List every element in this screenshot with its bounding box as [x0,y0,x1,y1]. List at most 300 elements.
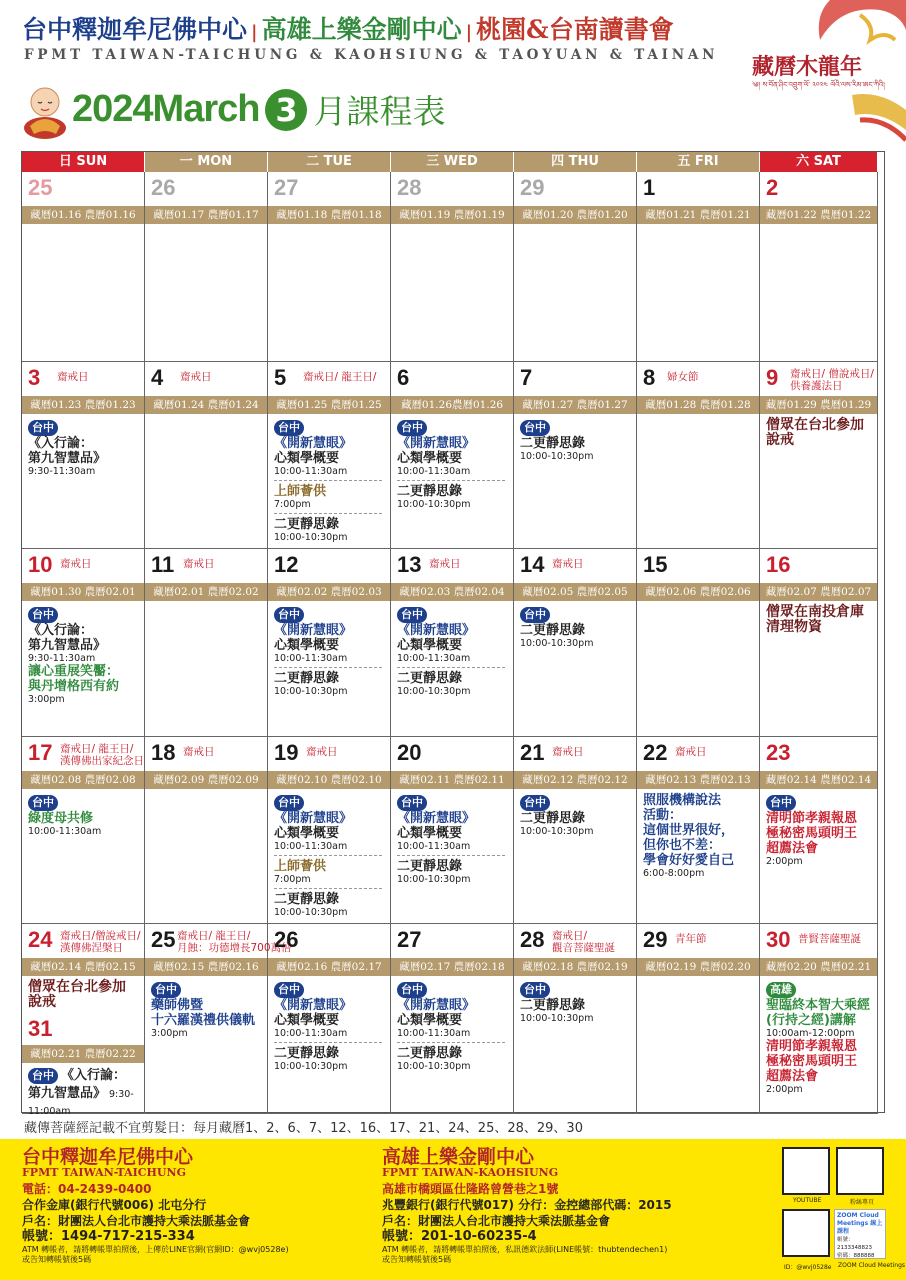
event-block [766,980,874,1095]
event-text: 10:00-10:30pm [274,532,348,543]
location-badge: 台中 [520,795,550,811]
event-text: 僧眾在台北參加說戒 [766,417,864,448]
separator: | [465,22,473,43]
event-text: 第九智慧品》 [28,451,107,466]
taichung-info [22,1146,289,1265]
day-number: 15 [643,552,668,577]
event-text: 10:00am-12:00pm [766,1028,855,1039]
event-text: 二更靜思錄 [520,436,586,451]
location-row [397,418,512,436]
day-cell[interactable] [145,737,268,924]
kaohsiung-info [382,1146,672,1265]
day-cell[interactable] [514,172,637,362]
kaohsiung-center-name: 高雄上樂金剛中心 [261,15,462,44]
holiday-note-line: 齋戒日/ 龍王日/ [177,930,251,942]
event-text: 10:00-11:30am [274,841,348,852]
day-number: 21 [520,740,545,765]
event-text: 10:00-10:30pm [274,686,348,697]
holiday-note [675,746,707,758]
holiday-note-line: 齋戒日 [60,558,92,570]
holiday-note-line: 齋戒日 [552,558,584,570]
event-text: 活動： [643,808,683,823]
day-cell[interactable] [514,549,637,737]
holiday-note-line: 漢傳佛出家紀念日 [60,755,144,767]
holiday-note-line: 齋戒日 [183,746,215,758]
event-block [274,605,389,697]
event-time: 9:30-11:00am [28,1089,134,1117]
day-cell[interactable] [22,549,145,737]
event-block [766,605,871,635]
divider [274,1042,382,1043]
day-number: 26 [151,175,176,200]
kaohsiung-note-2: 或告知轉帳號後5碼 [382,1255,452,1264]
event-text: 二更靜思錄 [520,811,586,826]
day-cell[interactable] [391,172,514,362]
event-text: 二更靜思錄 [397,484,463,499]
holiday-note [675,933,707,945]
event-text: 《開新慧眼》 [274,811,353,826]
event-text: 10:00-10:30pm [397,686,471,697]
lunar-date: 藏曆02.02 農曆02.03 [268,583,390,601]
event-text: 9:30-11:30am [28,466,96,477]
day-cell[interactable] [760,924,878,1114]
day-number: 25 [28,175,53,200]
day-number: 7 [520,365,533,390]
day-number: 31 [28,1016,53,1041]
event-text: 2:00pm [766,1084,803,1095]
event-text: 上師薈供 [274,484,327,499]
lunar-date: 藏曆01.29 農曆01.29 [760,396,877,414]
day-number: 30 [766,927,791,952]
day-number: 2 [766,175,779,200]
lunar-date: 藏曆02.10 農曆02.10 [268,771,390,789]
day-cell[interactable] [514,924,637,1114]
taichung-account-name: 戶名：財團法人台北市護持大乘法脈基金會 [22,1214,251,1228]
location-badge: 高雄 [766,982,796,998]
divider [274,855,382,856]
event-text: 極秘密馬頭明王 [766,826,858,841]
event-text: 10:00-10:30pm [274,1061,348,1072]
day-cell[interactable] [391,549,514,737]
event-text: 6:00-8:00pm [643,868,705,879]
lunar-date: 藏曆02.13 農曆02.13 [637,771,759,789]
lunar-date: 藏曆02.07 農曆02.07 [760,583,877,601]
holiday-note-line: 齋戒日/ 龍王日/ [60,743,134,755]
holiday-note-line: 婦女節 [667,371,699,383]
day-cell[interactable] [637,362,760,549]
event-text: 10:00-11:30am [274,466,348,477]
location-badge: 台中 [397,607,427,623]
location-row [274,793,389,811]
day-number: 4 [151,365,164,390]
event-line [28,1084,143,1117]
day-cell[interactable] [391,737,514,924]
event-text: 10:00-11:30am [397,841,471,852]
holiday-note-line: 齋戒日 [57,371,89,383]
location-row [520,605,635,623]
event-text: 超薦法會 [766,1069,819,1084]
event-text: 學會好好愛自己 [643,853,735,868]
event-block [28,793,143,837]
event-text: 《入行論： [28,623,94,638]
location-badge: 台中 [28,420,58,436]
location-row [766,980,874,998]
event-block [397,418,512,510]
taichung-note: ATM 轉帳者，請將轉帳單拍照後，上傳於LINE官網(官網ID：@wvj0528e) [22,1245,289,1254]
event-text: 清明節孝親報恩 [766,811,858,826]
event-text: 10:00-10:30pm [274,907,348,918]
lunar-date: 藏曆02.08 農曆02.08 [22,771,144,789]
event-text: 聖臨終本智大乘經 [766,998,871,1013]
lunar-date: 藏曆01.24 農曆01.24 [145,396,267,414]
event-text: (行持之經)講解 [766,1013,856,1028]
day-number: 10 [28,552,53,577]
youtube-label: YOUTUBE [793,1197,822,1204]
event-text: 《入行論： [61,1068,127,1083]
event-text: 10:00-11:30am [397,653,471,664]
day-number: 23 [766,740,791,765]
taichung-account: 帳號：1494-717-215-334 [22,1229,195,1244]
event-block [520,605,635,649]
lunar-date: 藏曆02.19 農曆02.20 [637,958,759,976]
event-text: 二更靜思錄 [520,998,586,1013]
day-cell[interactable] [268,737,391,924]
event-block [274,980,389,1072]
lunar-date: 藏曆02.20 農曆02.21 [760,958,877,976]
divider [274,480,382,481]
location-row [397,793,512,811]
event-text: 二更靜思錄 [274,517,340,532]
event-text: 3:00pm [151,1028,188,1039]
location-badge: 台中 [397,420,427,436]
holiday-note [798,933,861,945]
lunar-date: 藏曆01.22 農曆01.22 [760,206,877,224]
location-badge: 台中 [28,1068,58,1084]
event-block [520,980,635,1024]
event-text: 10:00-10:30pm [397,499,471,510]
event-text: 心類學概要 [274,826,340,841]
calendar-grid [21,151,885,1117]
day-cell[interactable] [760,549,878,737]
holiday-note [552,930,615,954]
day-number: 27 [274,175,299,200]
month-circle: 3 [265,89,307,131]
event-text: 心類學概要 [274,1013,340,1028]
event-text: 《開新慧眼》 [274,623,353,638]
kaohsiung-account-name: 戶名：財團法人台北市護持大乘法脈基金會 [382,1214,611,1228]
event-text: 二更靜思錄 [274,671,340,686]
event-text: 10:00-10:30pm [397,1061,471,1072]
event-text: 十六羅漢禮供儀軌 [151,1013,256,1028]
location-row [28,1066,143,1084]
weekday-header: 一 MON [145,152,268,172]
day-cell[interactable] [391,362,514,549]
day-number: 8 [643,365,656,390]
event-text: 10:00-11:30am [397,1028,471,1039]
kaohsiung-address: 高雄市橋頭區仕隆路曾營巷之1號 [382,1182,559,1196]
location-badge: 台中 [274,795,304,811]
line-qr-icon[interactable] [782,1209,830,1257]
day-number: 29 [643,927,668,952]
event-text: 二更靜思錄 [520,623,586,638]
event-text: 心類學概要 [274,638,340,653]
english-names: FPMT TAIWAN-TAICHUNG & KAOHSIUNG & TAOYUAN & TAINAN [24,47,719,63]
event-text: 3:00pm [28,694,65,705]
event-text: 超薦法會 [766,841,819,856]
monk-icon [22,82,68,140]
holiday-note [790,368,874,392]
holiday-note [552,558,584,570]
location-row [274,980,389,998]
lunar-date: 藏曆02.11 農曆02.11 [391,771,513,789]
tibetan-script: ༄། ས་བོན་ཤིང་འབྲུག་ལོ་ ༢༠༢༤ ལོའི་ལས་རིམ་ཨང་ཀིའི། [752,81,885,89]
day-cell[interactable] [22,737,145,924]
day-cell[interactable] [637,737,760,924]
day-cell[interactable] [268,924,391,1114]
day-cell[interactable] [268,172,391,362]
day-cell[interactable] [22,924,145,1117]
lunar-date: 藏曆01.21 農曆01.21 [637,206,759,224]
holiday-note-line: 齋戒日 [180,371,212,383]
divider [397,667,505,668]
day-cell[interactable] [760,737,878,924]
event-text: 照服機構說法 [643,793,722,808]
day-number: 11 [151,552,175,577]
holiday-note-line: 齋戒日 [675,746,707,758]
event-text: 《入行論： [28,436,94,451]
event-text: 與丹增格西有約 [28,679,120,694]
location-badge: 台中 [274,420,304,436]
event-text: 藥師佛暨 [151,998,204,1013]
location-badge: 台中 [28,795,58,811]
zoom-label: ZOOM Cloud Meetings [838,1262,906,1269]
kaohsiung-account: 帳號：201-10-60235-4 [382,1229,537,1244]
event-text: 極秘密馬頭明王 [766,1054,858,1069]
location-badge: 台中 [274,982,304,998]
day-cell[interactable] [514,362,637,549]
day-number: 18 [151,740,176,765]
lunar-date: 藏曆02.21 農曆02.22 [22,1045,144,1063]
holiday-note [60,743,144,767]
day-number: 1 [643,175,656,200]
location-badge: 台中 [397,982,427,998]
holiday-note [60,558,92,570]
holiday-note [183,746,215,758]
location-row [274,418,389,436]
holiday-note-line: 齋戒日 [306,746,338,758]
zoom-password: 密碼：888888 [837,1253,875,1259]
divider [397,855,505,856]
day-number: 22 [643,740,668,765]
lunar-date: 藏曆01.26農曆01.26 [391,396,513,414]
taichung-note-2: 或告知轉帳號後5碼 [22,1255,92,1264]
holiday-note [303,371,376,383]
event-text: 《開新慧眼》 [274,436,353,451]
event-text: 《開新慧眼》 [397,623,476,638]
day-number: 14 [520,552,545,577]
holiday-note-line: 齋戒日/ [552,930,588,942]
lunar-date: 藏曆01.19 農曆01.19 [391,206,513,224]
day-number: 3 [28,365,41,390]
lunar-date: 藏曆01.30 農曆02.01 [22,583,144,601]
event-text: 心類學概要 [397,826,463,841]
lunar-date: 藏曆01.27 農曆01.27 [514,396,636,414]
event-text: 10:00-11:30am [274,1028,348,1039]
day-cell[interactable] [637,172,760,362]
zoom-id: 帳號：2133348823 [837,1237,872,1251]
event-block [274,793,389,918]
divider [397,1042,505,1043]
day-cell[interactable] [145,172,268,362]
day-number: 13 [397,552,422,577]
day-cell[interactable] [637,924,760,1114]
event-text: 上師薈供 [274,859,327,874]
location-row [28,793,143,811]
day-cell[interactable] [268,362,391,549]
event-text: 心類學概要 [397,451,463,466]
location-badge: 台中 [397,795,427,811]
location-badge: 台中 [520,982,550,998]
holiday-note-line: 齋戒日 [429,558,461,570]
kaohsiung-english: FPMT TAIWAN-KAOHSIUNG [382,1166,559,1179]
day-cell[interactable] [268,549,391,737]
lunar-date: 藏曆02.01 農曆02.02 [145,583,267,601]
location-row [397,980,512,998]
event-text: 7:00pm [274,874,311,885]
divider [274,513,382,514]
facebook-label: 粉絲專頁 [850,1199,875,1206]
event-text: 10:00-10:30pm [520,451,594,462]
footer [0,1139,906,1280]
day-cell[interactable] [145,362,268,549]
event-block [397,605,512,697]
weekday-header: 四 THU [514,152,637,172]
event-block [520,418,635,462]
holiday-note-line: 普賢菩薩聖誕 [798,933,861,945]
reading-group-name: 桃園&台南讀書會 [476,15,674,44]
location-row [766,793,874,811]
event-block [643,793,758,879]
holiday-note-line: 月蝕：功德增長700萬倍 [177,942,292,954]
location-row [28,605,143,623]
lunar-date: 藏曆02.14 農曆02.14 [760,771,877,789]
holiday-note-line: 觀音菩薩聖誕 [552,942,615,954]
lunar-date: 藏曆02.06 農曆02.06 [637,583,759,601]
event-text: 讓心重展笑靨： [28,664,120,679]
holiday-note-line: 漢傳佛涅槃日 [60,942,123,954]
day-number: 19 [274,740,299,765]
taichung-phone: 電話：04-2439-0400 [22,1182,152,1196]
day-number: 27 [397,927,422,952]
event-block [766,418,871,448]
lunar-date: 藏曆01.17 農曆01.17 [145,206,267,224]
taichung-center-name: 台中釋迦牟尼佛中心 [22,15,248,44]
day-cell[interactable] [637,549,760,737]
event-text: 10:00-11:30am [397,466,471,477]
event-block [766,793,874,867]
event-text: 7:00pm [274,499,311,510]
holiday-note-line: 齋戒日 [183,558,215,570]
event-block [151,980,266,1039]
location-row [397,605,512,623]
holiday-note-line: 青年節 [675,933,707,945]
title-year: 2024March [72,88,260,130]
lunar-date: 藏曆02.09 農曆02.09 [145,771,267,789]
day-number: 28 [520,927,545,952]
lunar-date: 藏曆02.03 農曆02.04 [391,583,513,601]
kaohsiung-name: 高雄上樂金剛中心 [382,1146,535,1168]
day-cell[interactable] [760,172,878,362]
lunar-date: 藏曆01.28 農曆01.28 [637,396,759,414]
event-block [28,418,143,477]
location-row [151,980,266,998]
lunar-date: 藏曆02.14 農曆02.15 [22,958,144,976]
weekday-header: 三 WED [391,152,514,172]
page-title [72,86,445,133]
day-cell[interactable] [22,362,145,549]
lunar-date: 藏曆01.20 農曆01.20 [514,206,636,224]
weekday-header: 二 TUE [268,152,391,172]
day-cell[interactable] [760,362,878,549]
youtube-qr-icon[interactable] [782,1147,830,1195]
location-badge: 台中 [520,607,550,623]
holiday-note-line: 齋戒日 [552,746,584,758]
taichung-english: FPMT TAIWAN-TAICHUNG [22,1166,186,1179]
kaohsiung-bank: 兆豐銀行(銀行代號017) 分行：金控總部代碼：2015 [382,1198,672,1212]
event-text: 這個世界很好， [643,823,735,838]
holiday-note [60,930,141,954]
holiday-note [57,371,89,383]
event-block [397,980,512,1072]
event-text: 二更靜思錄 [274,892,340,907]
zoom-title: ZOOM Cloud Meetings 線上課程 [837,1212,883,1235]
day-cell[interactable] [22,172,145,362]
day-cell[interactable] [514,737,637,924]
day-number: 25 [151,927,176,952]
location-badge: 台中 [28,607,58,623]
lunar-date: 藏曆01.25 農曆01.25 [268,396,390,414]
event-text: 《開新慧眼》 [397,811,476,826]
day-number: 9 [766,365,779,390]
facebook-qr-icon[interactable] [836,1147,884,1195]
holiday-note [183,558,215,570]
lunar-date: 藏曆02.15 農曆02.16 [145,958,267,976]
lunar-date: 藏曆02.17 農曆02.18 [391,958,513,976]
event-text: 第九智慧品》 [28,638,107,653]
holiday-note-line: 齋戒日/ 龍王日/ [303,371,377,383]
tibetan-year: 藏曆木龍年 [752,54,863,80]
day-number: 12 [274,552,299,577]
divider [274,667,382,668]
location-row [28,418,143,436]
weekday-header: 五 FRI [637,152,760,172]
event-text: 二更靜思錄 [274,1046,340,1061]
holiday-note [180,371,212,383]
day-cell[interactable] [145,549,268,737]
location-row [520,418,635,436]
day-number: 26 [274,927,299,952]
event-text: 10:00-11:30am [274,653,348,664]
event-text: 9:30-11:30am [28,653,96,664]
location-badge: 台中 [766,795,796,811]
kaohsiung-note: ATM 轉帳者，請將轉帳單拍照後，私訊德欽法師(LINE帳號：thubtendechen1) [382,1245,668,1254]
event-block [28,1066,143,1117]
event-text: 2:00pm [766,856,803,867]
day-cell[interactable] [391,924,514,1114]
event-text: 《開新慧眼》 [274,998,353,1013]
page-header [0,0,906,150]
taichung-name: 台中釋迦牟尼佛中心 [22,1146,194,1168]
